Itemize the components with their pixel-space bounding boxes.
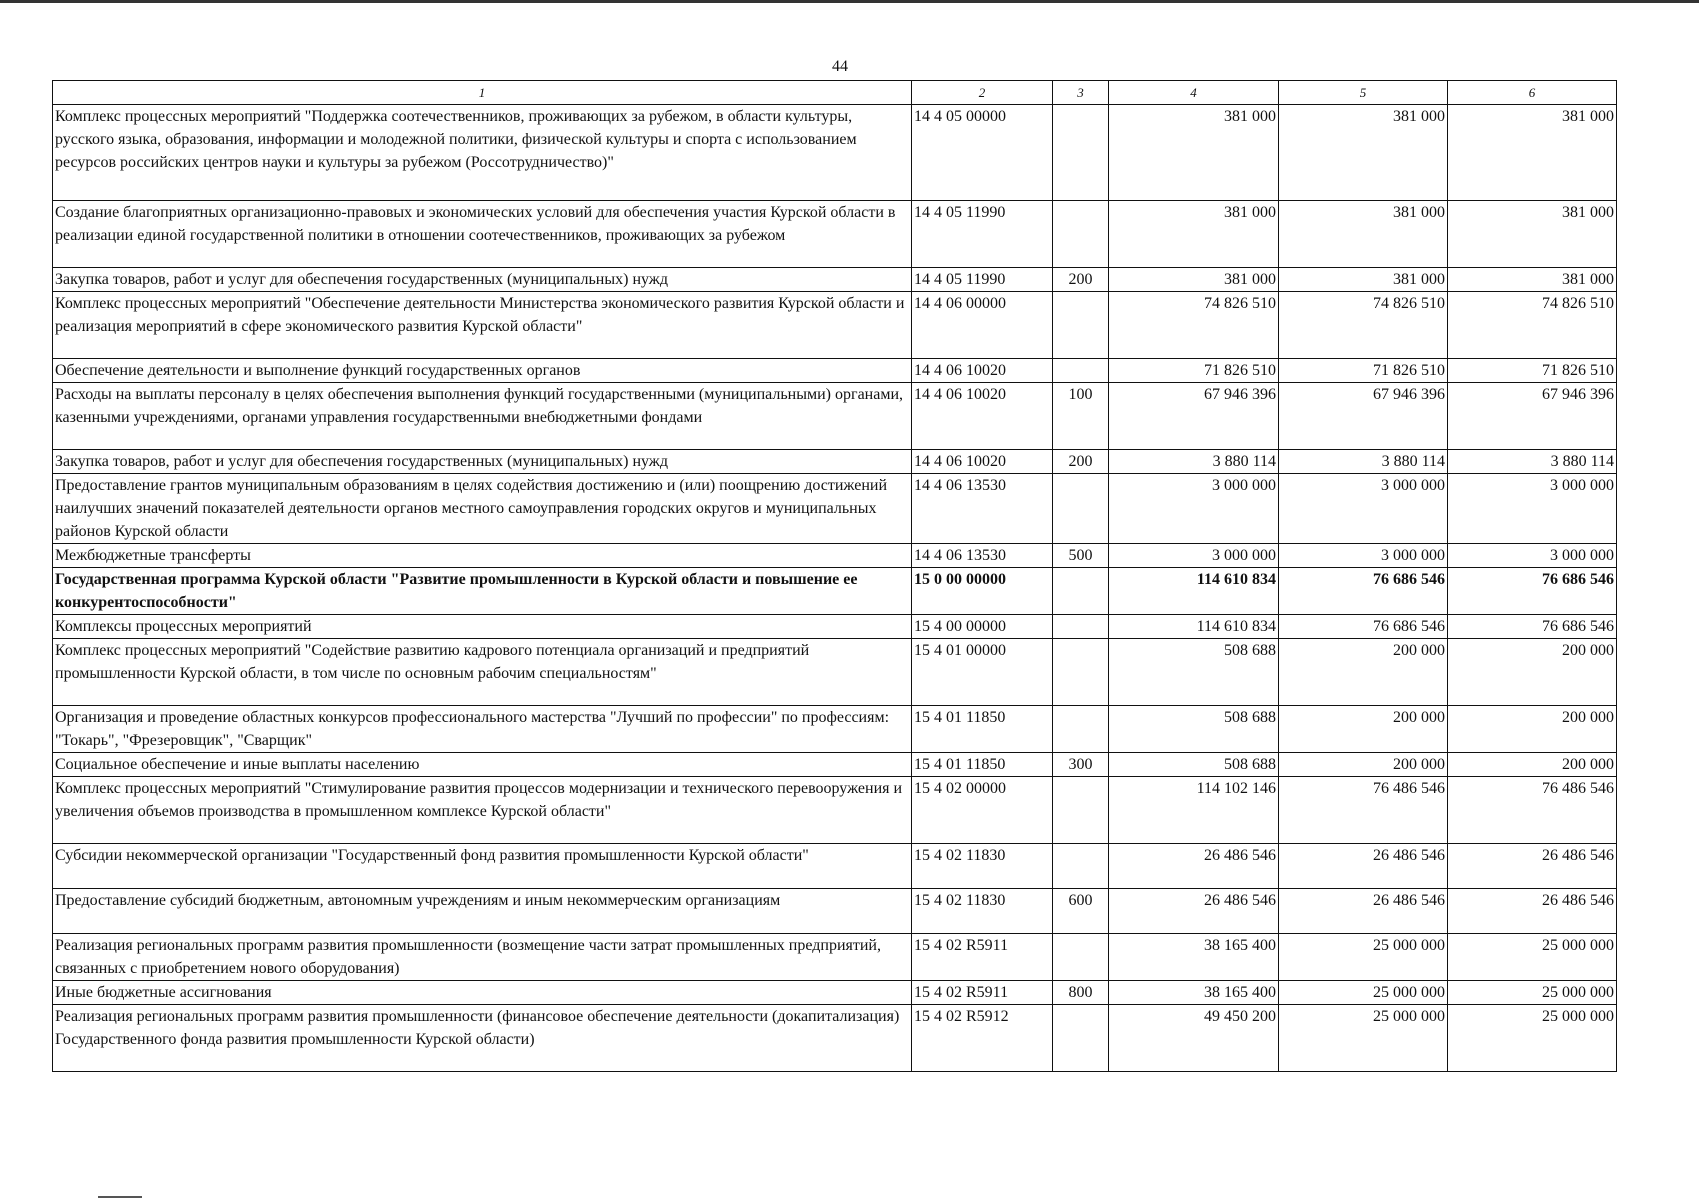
- row-expense-kind-cell: [1053, 639, 1109, 706]
- row-expense-kind-cell: 800: [1053, 981, 1109, 1005]
- row-amount-col5-cell: 25 000 000: [1279, 1005, 1448, 1072]
- row-amount-col6-cell: 26 486 546: [1448, 844, 1617, 889]
- row-name-cell: Предоставление субсидий бюджетным, автономным учреждениям и иным некоммерческим организациям: [53, 889, 912, 934]
- row-amount-col6-cell: 200 000: [1448, 639, 1617, 706]
- row-amount-col4-cell: 3 000 000: [1109, 544, 1279, 568]
- table-row: [53, 753, 1617, 777]
- row-name-cell: Создание благоприятных организационно-правовых и экономических условий для обеспечения участия Курской области в реализации единой государственной политики в отношении соотечественников, проживающих за рубежом: [53, 201, 912, 268]
- row-name-cell: Социальное обеспечение и иные выплаты населению: [53, 753, 912, 777]
- row-amount-col4-cell: 381 000: [1109, 201, 1279, 268]
- row-code-cell: 14 4 06 10020: [912, 383, 1053, 450]
- row-amount-col4-cell: 3 880 114: [1109, 450, 1279, 474]
- row-amount-col4-cell: 508 688: [1109, 706, 1279, 753]
- row-amount-col5-cell: 381 000: [1279, 105, 1448, 201]
- row-amount-col5-cell: 3 880 114: [1279, 450, 1448, 474]
- row-expense-kind-cell: 600: [1053, 889, 1109, 934]
- row-name-cell: Закупка товаров, работ и услуг для обеспечения государственных (муниципальных) нужд: [53, 268, 912, 292]
- row-code-cell: 15 4 02 11830: [912, 889, 1053, 934]
- table-row: [53, 359, 1617, 383]
- row-expense-kind-cell: [1053, 105, 1109, 201]
- row-name-cell: Расходы на выплаты персоналу в целях обеспечения выполнения функций государственными (муниципальными) органами, казенными учреждениями, органами управления государственными внебюджетными фондами: [53, 383, 912, 450]
- row-code-cell: 15 4 00 00000: [912, 615, 1053, 639]
- table-row: [53, 383, 1617, 450]
- row-amount-col5-cell: 25 000 000: [1279, 981, 1448, 1005]
- row-name-cell: Комплексы процессных мероприятий: [53, 615, 912, 639]
- table-row: [53, 544, 1617, 568]
- row-name-cell: Предоставление грантов муниципальным образованиям в целях содействия достижению и (или) поощрению достижений наилучших значений показателей деятельности органов местного самоуправления городских округов и муниципальных районов Курской области: [53, 474, 912, 544]
- budget-table-body: [53, 105, 1617, 1072]
- row-code-cell: 15 0 00 00000: [912, 568, 1053, 615]
- table-row: [53, 706, 1617, 753]
- column-header-1: 1: [53, 81, 912, 105]
- row-amount-col6-cell: 25 000 000: [1448, 981, 1617, 1005]
- row-expense-kind-cell: 500: [1053, 544, 1109, 568]
- row-code-cell: 14 4 06 13530: [912, 474, 1053, 544]
- row-expense-kind-cell: [1053, 844, 1109, 889]
- row-expense-kind-cell: [1053, 706, 1109, 753]
- column-header-4: 4: [1109, 81, 1279, 105]
- table-row: [53, 844, 1617, 889]
- row-amount-col6-cell: 74 826 510: [1448, 292, 1617, 359]
- row-code-cell: 15 4 02 00000: [912, 777, 1053, 844]
- row-expense-kind-cell: 300: [1053, 753, 1109, 777]
- row-amount-col5-cell: 381 000: [1279, 268, 1448, 292]
- row-amount-col4-cell: 71 826 510: [1109, 359, 1279, 383]
- scan-top-edge: [0, 0, 1699, 3]
- row-amount-col6-cell: 71 826 510: [1448, 359, 1617, 383]
- row-expense-kind-cell: [1053, 359, 1109, 383]
- row-amount-col6-cell: 3 000 000: [1448, 474, 1617, 544]
- row-amount-col6-cell: 25 000 000: [1448, 934, 1617, 981]
- row-name-cell: Межбюджетные трансферты: [53, 544, 912, 568]
- row-name-cell: Закупка товаров, работ и услуг для обеспечения государственных (муниципальных) нужд: [53, 450, 912, 474]
- table-row: [53, 450, 1617, 474]
- row-code-cell: 15 4 02 R5912: [912, 1005, 1053, 1072]
- row-expense-kind-cell: [1053, 201, 1109, 268]
- row-amount-col5-cell: 381 000: [1279, 201, 1448, 268]
- column-header-3: 3: [1053, 81, 1109, 105]
- row-name-cell: Комплекс процессных мероприятий "Поддержка соотечественников, проживающих за рубежом, в области культуры, русского языка, образования, информации и молодежной политики, физической культуры и спорта с использованием ресурсов российских центров науки и культуры за рубежом (Россотрудничество)": [53, 105, 912, 201]
- row-amount-col5-cell: 3 000 000: [1279, 544, 1448, 568]
- table-row: [53, 474, 1617, 544]
- table-row: [53, 568, 1617, 615]
- table-row: [53, 1005, 1617, 1072]
- row-code-cell: 14 4 06 13530: [912, 544, 1053, 568]
- row-amount-col6-cell: 76 686 546: [1448, 615, 1617, 639]
- row-amount-col6-cell: 26 486 546: [1448, 889, 1617, 934]
- table-row: [53, 201, 1617, 268]
- row-code-cell: 15 4 02 R5911: [912, 934, 1053, 981]
- row-name-cell: Реализация региональных программ развития промышленности (финансовое обеспечение деятельности (докапитализация) Государственного фонда развития промышленности Курской области): [53, 1005, 912, 1072]
- row-amount-col4-cell: 508 688: [1109, 639, 1279, 706]
- row-amount-col4-cell: 381 000: [1109, 105, 1279, 201]
- row-name-cell: Субсидии некоммерческой организации "Государственный фонд развития промышленности Курской области": [53, 844, 912, 889]
- page-number: 44: [832, 58, 848, 75]
- row-amount-col5-cell: 200 000: [1279, 753, 1448, 777]
- row-amount-col5-cell: 200 000: [1279, 706, 1448, 753]
- row-amount-col6-cell: 76 486 546: [1448, 777, 1617, 844]
- row-amount-col5-cell: 200 000: [1279, 639, 1448, 706]
- column-header-row: [53, 81, 1617, 105]
- row-amount-col6-cell: 381 000: [1448, 105, 1617, 201]
- row-amount-col4-cell: 49 450 200: [1109, 1005, 1279, 1072]
- table-row: [53, 777, 1617, 844]
- row-amount-col4-cell: 38 165 400: [1109, 934, 1279, 981]
- row-amount-col4-cell: 26 486 546: [1109, 844, 1279, 889]
- row-name-cell: Комплекс процессных мероприятий "Стимулирование развития процессов модернизации и технического перевооружения и увеличения объемов производства в промышленном комплексе Курской области": [53, 777, 912, 844]
- row-name-cell: Обеспечение деятельности и выполнение функций государственных органов: [53, 359, 912, 383]
- row-amount-col4-cell: 114 610 834: [1109, 615, 1279, 639]
- row-expense-kind-cell: 200: [1053, 450, 1109, 474]
- row-amount-col5-cell: 25 000 000: [1279, 934, 1448, 981]
- row-expense-kind-cell: [1053, 568, 1109, 615]
- row-amount-col6-cell: 67 946 396: [1448, 383, 1617, 450]
- row-expense-kind-cell: 200: [1053, 268, 1109, 292]
- table-row: [53, 615, 1617, 639]
- row-code-cell: 14 4 06 10020: [912, 359, 1053, 383]
- row-amount-col6-cell: 200 000: [1448, 706, 1617, 753]
- footer-mark: [98, 1196, 142, 1198]
- row-amount-col5-cell: 76 686 546: [1279, 568, 1448, 615]
- row-code-cell: 14 4 05 11990: [912, 268, 1053, 292]
- row-code-cell: 15 4 01 11850: [912, 753, 1053, 777]
- row-amount-col5-cell: 3 000 000: [1279, 474, 1448, 544]
- row-amount-col5-cell: 71 826 510: [1279, 359, 1448, 383]
- table-row: [53, 292, 1617, 359]
- row-amount-col6-cell: 3 000 000: [1448, 544, 1617, 568]
- row-amount-col4-cell: 3 000 000: [1109, 474, 1279, 544]
- row-amount-col5-cell: 26 486 546: [1279, 889, 1448, 934]
- row-code-cell: 15 4 02 11830: [912, 844, 1053, 889]
- row-amount-col5-cell: 74 826 510: [1279, 292, 1448, 359]
- row-amount-col6-cell: 3 880 114: [1448, 450, 1617, 474]
- budget-table: [52, 80, 1617, 1072]
- table-row: [53, 639, 1617, 706]
- table-row: [53, 934, 1617, 981]
- row-amount-col6-cell: 381 000: [1448, 268, 1617, 292]
- row-amount-col6-cell: 76 686 546: [1448, 568, 1617, 615]
- row-name-cell: Комплекс процессных мероприятий "Содействие развитию кадрового потенциала организаций и предприятий промышленности Курской области, в том числе по основным рабочим специальностям": [53, 639, 912, 706]
- row-amount-col5-cell: 26 486 546: [1279, 844, 1448, 889]
- row-name-cell: Комплекс процессных мероприятий "Обеспечение деятельности Министерства экономического развития Курской области и реализация мероприятий в сфере экономического развития Курской области": [53, 292, 912, 359]
- table-row: [53, 105, 1617, 201]
- row-code-cell: 14 4 06 10020: [912, 450, 1053, 474]
- column-header-6: 6: [1448, 81, 1617, 105]
- row-name-cell: Организация и проведение областных конкурсов профессионального мастерства "Лучший по профессии" по профессиям: "Токарь", "Фрезеровщик", "Сварщик": [53, 706, 912, 753]
- row-amount-col4-cell: 38 165 400: [1109, 981, 1279, 1005]
- row-code-cell: 15 4 02 R5911: [912, 981, 1053, 1005]
- column-header-5: 5: [1279, 81, 1448, 105]
- row-amount-col4-cell: 114 610 834: [1109, 568, 1279, 615]
- row-amount-col6-cell: 381 000: [1448, 201, 1617, 268]
- table-row: [53, 981, 1617, 1005]
- row-amount-col4-cell: 74 826 510: [1109, 292, 1279, 359]
- row-name-cell: Иные бюджетные ассигнования: [53, 981, 912, 1005]
- row-code-cell: 14 4 05 00000: [912, 105, 1053, 201]
- row-expense-kind-cell: [1053, 934, 1109, 981]
- row-code-cell: 14 4 05 11990: [912, 201, 1053, 268]
- row-expense-kind-cell: [1053, 615, 1109, 639]
- row-expense-kind-cell: [1053, 777, 1109, 844]
- row-amount-col5-cell: 76 686 546: [1279, 615, 1448, 639]
- row-expense-kind-cell: [1053, 292, 1109, 359]
- row-amount-col4-cell: 508 688: [1109, 753, 1279, 777]
- row-amount-col6-cell: 25 000 000: [1448, 1005, 1617, 1072]
- column-header-2: 2: [912, 81, 1053, 105]
- row-name-cell: Реализация региональных программ развития промышленности (возмещение части затрат промышленных предприятий, связанных с приобретением нового оборудования): [53, 934, 912, 981]
- table-row: [53, 268, 1617, 292]
- row-amount-col6-cell: 200 000: [1448, 753, 1617, 777]
- row-expense-kind-cell: [1053, 1005, 1109, 1072]
- row-expense-kind-cell: [1053, 474, 1109, 544]
- table-row: [53, 889, 1617, 934]
- row-code-cell: 15 4 01 00000: [912, 639, 1053, 706]
- row-amount-col4-cell: 67 946 396: [1109, 383, 1279, 450]
- row-expense-kind-cell: 100: [1053, 383, 1109, 450]
- row-amount-col5-cell: 76 486 546: [1279, 777, 1448, 844]
- row-code-cell: 14 4 06 00000: [912, 292, 1053, 359]
- row-amount-col4-cell: 114 102 146: [1109, 777, 1279, 844]
- row-amount-col4-cell: 381 000: [1109, 268, 1279, 292]
- row-code-cell: 15 4 01 11850: [912, 706, 1053, 753]
- row-amount-col5-cell: 67 946 396: [1279, 383, 1448, 450]
- row-name-cell: Государственная программа Курской области "Развитие промышленности в Курской области и повышение ее конкурентоспособности": [53, 568, 912, 615]
- row-amount-col4-cell: 26 486 546: [1109, 889, 1279, 934]
